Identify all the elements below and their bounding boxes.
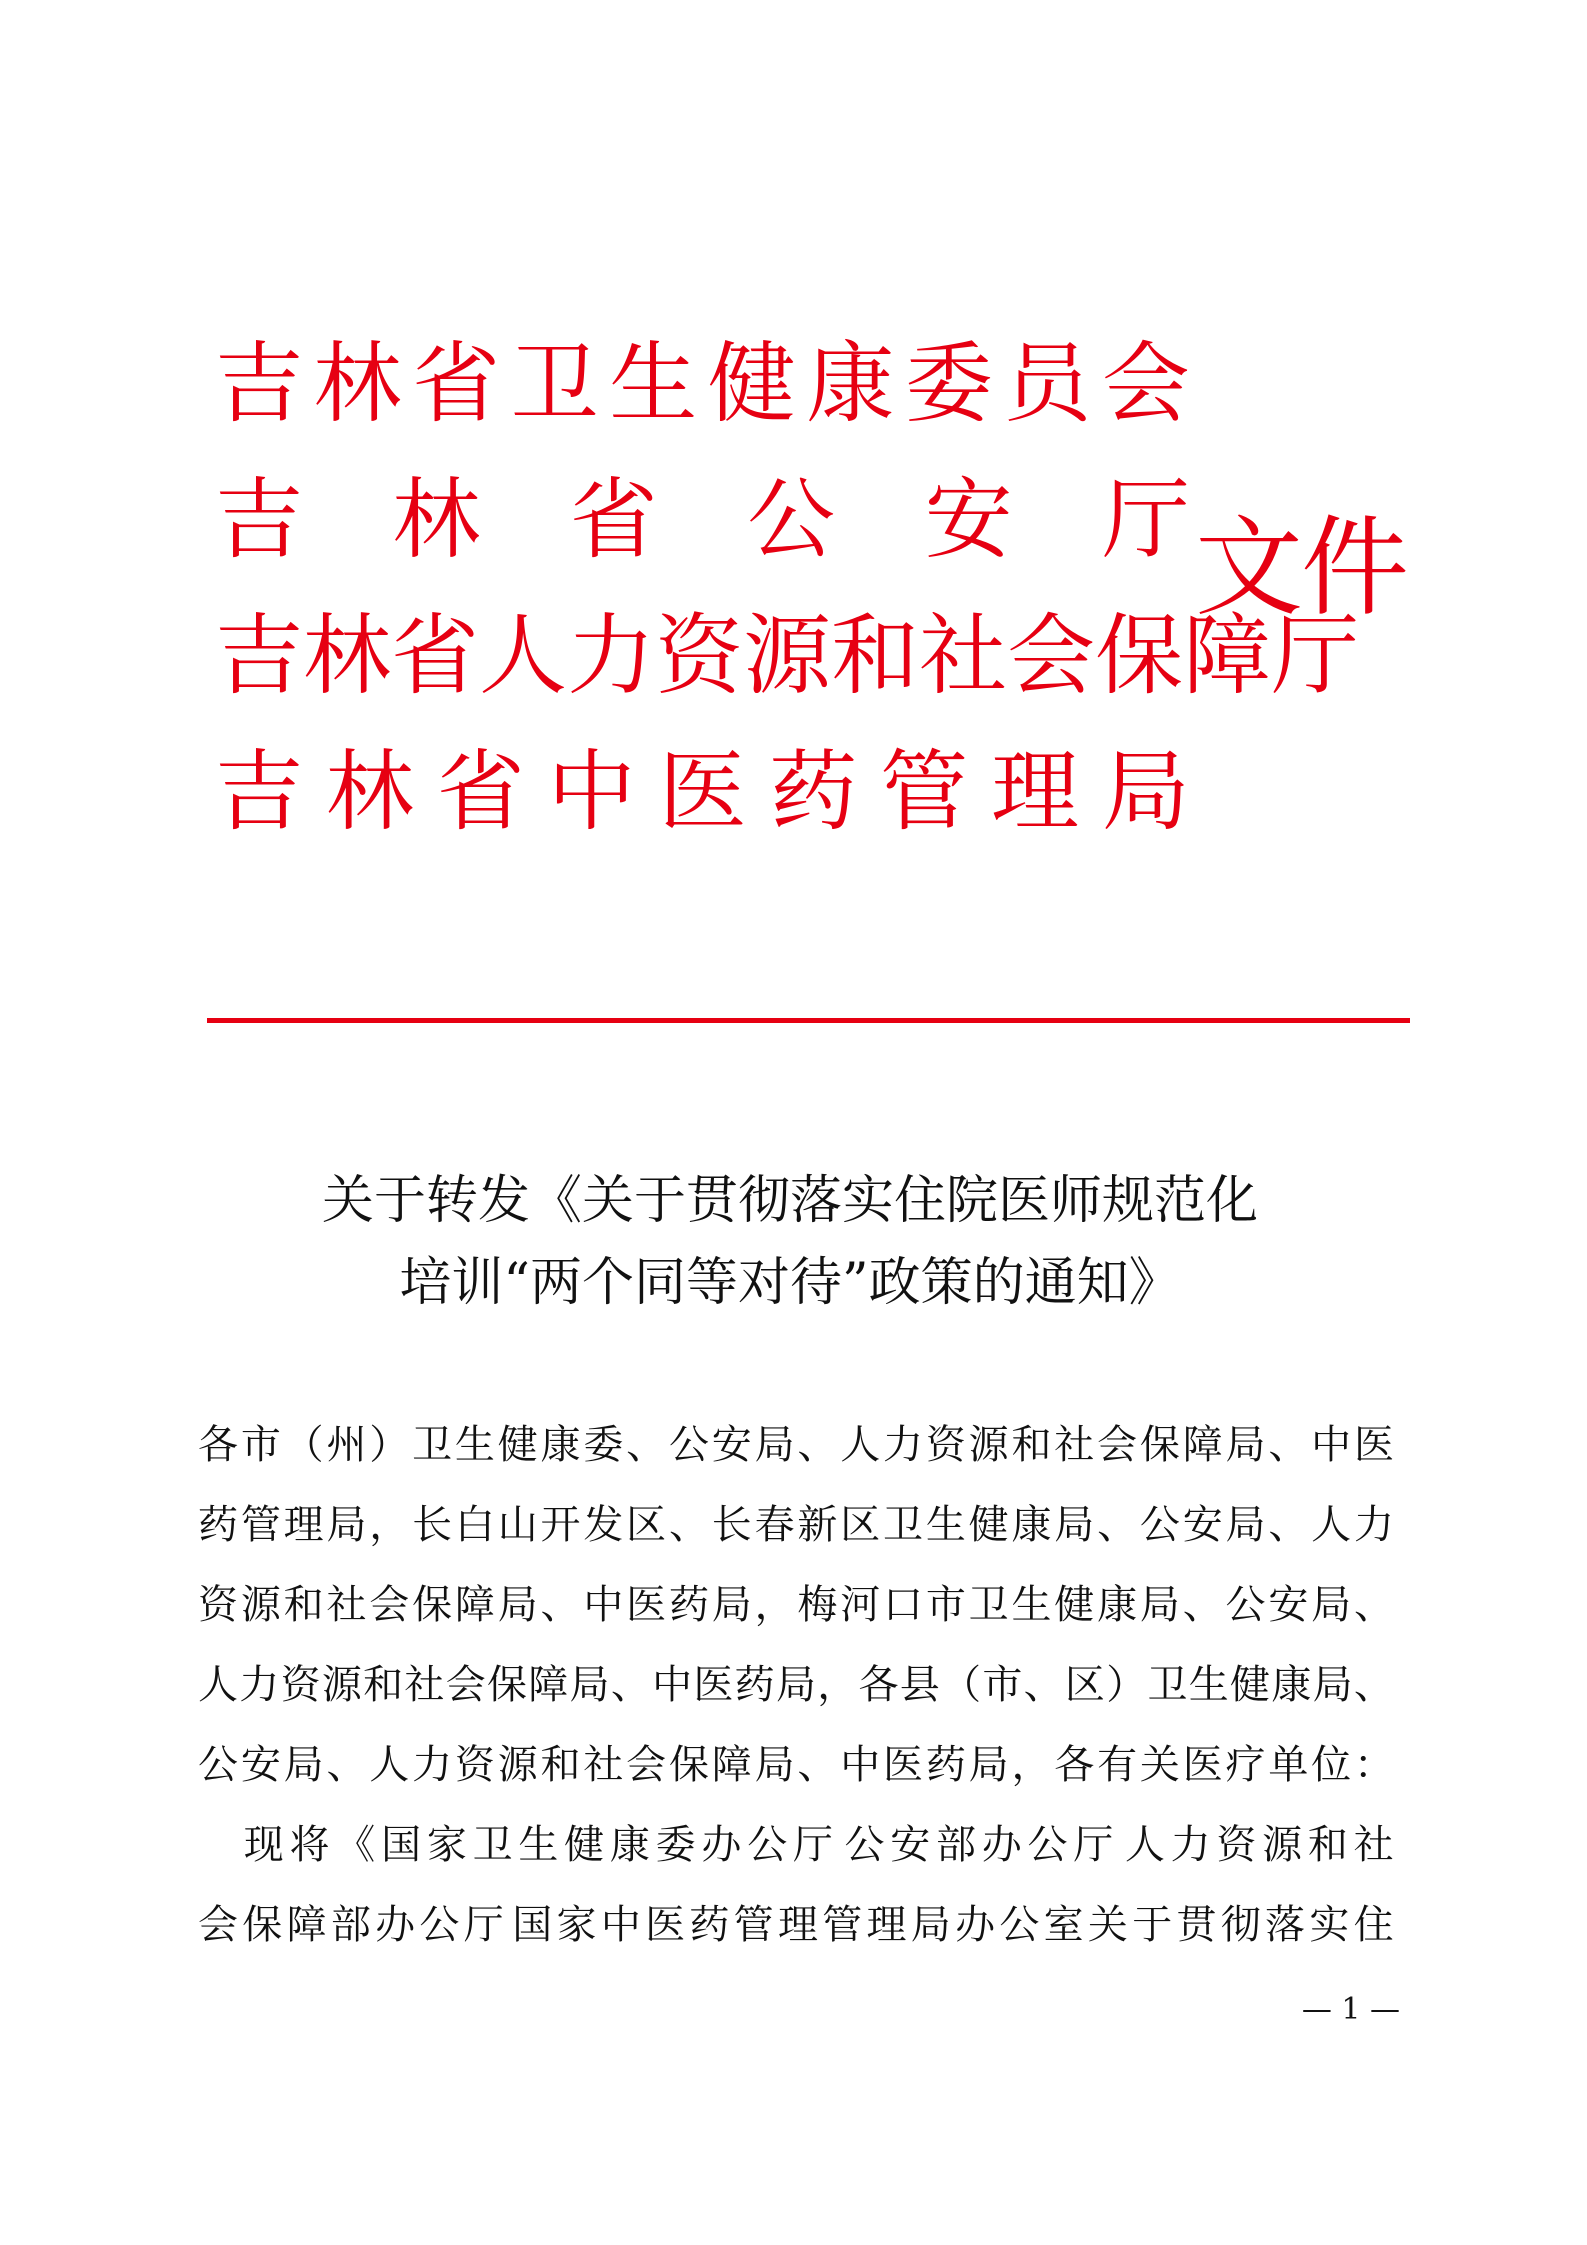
- text-glyph: 局: [1101, 740, 1190, 843]
- text-glyph: 和: [831, 604, 920, 707]
- text-glyph: 新: [797, 1502, 838, 1548]
- text-glyph: 力: [883, 1422, 923, 1468]
- text-glyph: 生: [925, 1502, 966, 1548]
- text-glyph: 力: [567, 604, 656, 707]
- text-glyph: 局: [711, 1582, 752, 1628]
- text-glyph: 家: [426, 1822, 467, 1868]
- document-title: [200, 1160, 1380, 1324]
- text-glyph: 药: [198, 1502, 238, 1548]
- text-glyph: 局: [775, 1662, 816, 1708]
- text-glyph: 、: [626, 1422, 667, 1468]
- text-glyph: 市: [925, 1582, 966, 1628]
- text-glyph: ：: [1353, 1742, 1394, 1788]
- text-glyph: 单: [1268, 1742, 1309, 1788]
- text-glyph: 位: [1311, 1742, 1352, 1788]
- text-glyph: 社: [404, 1662, 445, 1708]
- text-glyph: 人: [198, 1662, 238, 1708]
- text-glyph: 源: [240, 1582, 281, 1628]
- text-glyph: 办: [955, 1902, 996, 1948]
- text-glyph: 员: [1003, 332, 1092, 435]
- text-glyph: 省: [412, 332, 501, 435]
- text-glyph: 山: [497, 1502, 538, 1548]
- text-glyph: 资: [1216, 1822, 1257, 1868]
- text-glyph: 、: [668, 1502, 709, 1548]
- text-glyph: 、: [1097, 1502, 1138, 1548]
- text-glyph: 省: [391, 604, 480, 707]
- text-glyph: 吉: [215, 740, 304, 843]
- issuer-line: [215, 468, 1190, 571]
- text-glyph: 林: [392, 468, 481, 571]
- text-glyph: 委: [904, 332, 993, 435]
- text-glyph: 区: [1064, 1662, 1105, 1708]
- text-glyph: 源: [743, 604, 832, 707]
- text-glyph: 力: [412, 1742, 453, 1788]
- text-glyph: 力: [1353, 1502, 1394, 1548]
- text-glyph: 中: [840, 1742, 881, 1788]
- text-glyph: 、: [1268, 1422, 1309, 1468]
- text-glyph: 现: [243, 1822, 284, 1868]
- text-glyph: 医: [658, 740, 747, 843]
- text-glyph: 障: [1182, 1422, 1223, 1468]
- text-glyph: 理: [991, 740, 1080, 843]
- text-glyph: 社: [1353, 1822, 1394, 1868]
- text-glyph: 有: [1097, 1742, 1138, 1788]
- text-glyph: 委: [583, 1422, 624, 1468]
- text-glyph: 康: [1271, 1662, 1312, 1708]
- body-line: [198, 1645, 1394, 1725]
- text-glyph: 社: [326, 1582, 367, 1628]
- text-glyph: 部: [330, 1902, 371, 1948]
- text-glyph: 、: [540, 1582, 581, 1628]
- text-glyph: 和: [1011, 1422, 1052, 1468]
- text-glyph: 办: [701, 1822, 742, 1868]
- text-glyph: 药: [925, 1742, 966, 1788]
- text-glyph: 保: [412, 1582, 453, 1628]
- text-glyph: 力: [1170, 1822, 1211, 1868]
- text-glyph: 吉: [215, 604, 304, 707]
- text-glyph: 障: [454, 1582, 495, 1628]
- text-glyph: 药: [668, 1582, 709, 1628]
- text-glyph: 康: [1011, 1502, 1052, 1548]
- text-glyph: 管: [733, 1902, 774, 1948]
- text-glyph: ）: [369, 1422, 410, 1468]
- text-glyph: 健: [564, 1822, 605, 1868]
- text-glyph: 卫: [412, 1422, 453, 1468]
- text-glyph: 口: [883, 1582, 923, 1628]
- text-glyph: 社: [1054, 1422, 1095, 1468]
- text-glyph: 各: [1054, 1742, 1095, 1788]
- text-glyph: 会: [198, 1902, 238, 1948]
- text-glyph: 梅: [797, 1582, 838, 1628]
- text-glyph: 卫: [883, 1502, 923, 1548]
- body-line: [198, 1805, 1394, 1885]
- text-glyph: 安: [1268, 1582, 1309, 1628]
- text-glyph: 、: [1182, 1582, 1223, 1628]
- text-glyph: ，: [754, 1582, 795, 1628]
- text-glyph: 局: [569, 1662, 610, 1708]
- text-glyph: 药: [734, 1662, 775, 1708]
- text-glyph: 卫: [510, 332, 599, 435]
- text-glyph: 康: [806, 332, 895, 435]
- text-glyph: 局: [1225, 1502, 1266, 1548]
- text-glyph: 障: [528, 1662, 569, 1708]
- text-glyph: 局: [910, 1902, 951, 1948]
- text-glyph: 局: [326, 1502, 367, 1548]
- text-glyph: 长: [711, 1502, 752, 1548]
- text-glyph: 源: [321, 1662, 362, 1708]
- text-glyph: 理: [866, 1902, 907, 1948]
- issuer-line: [215, 332, 1190, 435]
- text-glyph: 安: [711, 1422, 752, 1468]
- text-glyph: ，: [1011, 1742, 1052, 1788]
- text-glyph: 管: [240, 1502, 281, 1548]
- body-text: [198, 1405, 1394, 1965]
- text-glyph: 生: [518, 1822, 559, 1868]
- text-glyph: 将: [289, 1822, 330, 1868]
- text-glyph: 、: [1353, 1582, 1394, 1628]
- body-line: [198, 1725, 1394, 1805]
- text-glyph: 中: [1311, 1422, 1352, 1468]
- text-glyph: 长: [412, 1502, 453, 1548]
- text-glyph: 医: [626, 1582, 667, 1628]
- text-glyph: 实: [1309, 1902, 1350, 1948]
- text-glyph: 保: [668, 1742, 709, 1788]
- text-glyph: 委: [655, 1822, 696, 1868]
- text-glyph: 社: [583, 1742, 624, 1788]
- text-glyph: 、: [797, 1422, 838, 1468]
- text-glyph: 人: [840, 1422, 881, 1468]
- text-glyph: 公: [198, 1742, 238, 1788]
- text-glyph: 医: [1353, 1422, 1394, 1468]
- text-glyph: 障: [711, 1742, 752, 1788]
- text-glyph: 彻: [1220, 1902, 1261, 1948]
- text-glyph: 和: [283, 1582, 324, 1628]
- text-glyph: 局: [968, 1742, 1009, 1788]
- text-glyph: 源: [1262, 1822, 1303, 1868]
- text-glyph: 公: [1225, 1582, 1266, 1628]
- text-glyph: 于: [1132, 1902, 1173, 1948]
- title-line-1: 关于转发《关于贯彻落实住院医师规范化: [321, 1171, 1258, 1231]
- text-glyph: 资: [925, 1422, 966, 1468]
- text-glyph: 公: [1139, 1502, 1180, 1548]
- text-glyph: 卫: [472, 1822, 513, 1868]
- text-glyph: 人: [1311, 1502, 1352, 1548]
- text-glyph: 和: [363, 1662, 404, 1708]
- red-separator-line: [207, 1018, 1410, 1023]
- text-glyph: 安: [1182, 1502, 1223, 1548]
- text-glyph: 中: [583, 1582, 624, 1628]
- page-number: — 1 —: [1301, 1992, 1400, 2027]
- text-glyph: 保: [242, 1902, 283, 1948]
- text-glyph: 和: [1307, 1822, 1348, 1868]
- text-glyph: 各: [198, 1422, 238, 1468]
- document-type-suffix: 文件: [1195, 506, 1408, 631]
- text-glyph: 室: [1043, 1902, 1084, 1948]
- text-glyph: 局: [1312, 1662, 1353, 1708]
- text-glyph: 人: [369, 1742, 410, 1788]
- body-line: [198, 1405, 1394, 1485]
- text-glyph: 医: [693, 1662, 734, 1708]
- text-glyph: 河: [840, 1582, 881, 1628]
- text-glyph: 局: [283, 1742, 324, 1788]
- text-glyph: 人: [1124, 1822, 1165, 1868]
- text-glyph: 吉: [215, 332, 304, 435]
- text-glyph: 康: [1097, 1582, 1138, 1628]
- text-glyph: 管: [822, 1902, 863, 1948]
- text-glyph: 关: [1087, 1902, 1128, 1948]
- text-glyph: 县: [899, 1662, 940, 1708]
- text-glyph: 局: [1311, 1582, 1352, 1628]
- text-glyph: 理: [777, 1902, 818, 1948]
- text-glyph: 、: [1023, 1662, 1064, 1708]
- text-glyph: 公: [419, 1902, 460, 1948]
- text-glyph: 疗: [1225, 1742, 1266, 1788]
- text-glyph: 社: [919, 604, 1008, 707]
- text-glyph: 会: [626, 1742, 667, 1788]
- text-glyph: 春: [754, 1502, 795, 1548]
- text-glyph: 公: [999, 1902, 1040, 1948]
- text-glyph: 厅: [792, 1822, 833, 1868]
- text-glyph: 区: [840, 1502, 881, 1548]
- text-glyph: ，: [369, 1502, 410, 1548]
- text-glyph: 卫: [968, 1582, 1009, 1628]
- text-glyph: 保: [1139, 1422, 1180, 1468]
- text-glyph: 家: [556, 1902, 597, 1948]
- text-glyph: 力: [239, 1662, 280, 1708]
- text-glyph: 安: [240, 1742, 281, 1788]
- text-glyph: 厅: [463, 1902, 504, 1948]
- text-glyph: 资: [280, 1662, 321, 1708]
- text-glyph: 安: [924, 468, 1013, 571]
- text-glyph: 会: [1101, 332, 1190, 435]
- text-glyph: 会: [445, 1662, 486, 1708]
- text-glyph: 和: [540, 1742, 581, 1788]
- text-glyph: 市: [240, 1422, 281, 1468]
- text-glyph: 资: [454, 1742, 495, 1788]
- text-glyph: 各: [858, 1662, 899, 1708]
- text-glyph: 局: [754, 1422, 795, 1468]
- text-glyph: 办: [981, 1822, 1022, 1868]
- text-glyph: 医: [645, 1902, 686, 1948]
- text-glyph: 办: [375, 1902, 416, 1948]
- text-glyph: 生: [1011, 1582, 1052, 1628]
- text-glyph: 会: [1007, 604, 1096, 707]
- text-glyph: 落: [1265, 1902, 1306, 1948]
- text-glyph: 康: [609, 1822, 650, 1868]
- text-glyph: 保: [486, 1662, 527, 1708]
- text-glyph: 局: [497, 1582, 538, 1628]
- text-glyph: 市: [982, 1662, 1023, 1708]
- text-glyph: 卫: [1147, 1662, 1188, 1708]
- text-glyph: 开: [540, 1502, 581, 1548]
- title-line-2: 培训“两个同等对待”政策的通知》: [399, 1253, 1181, 1313]
- body-line: [198, 1885, 1394, 1965]
- text-glyph: 贯: [1176, 1902, 1217, 1948]
- text-glyph: 医: [1182, 1742, 1223, 1788]
- text-glyph: 药: [769, 740, 858, 843]
- text-glyph: 健: [1230, 1662, 1271, 1708]
- body-line: [198, 1485, 1394, 1565]
- text-glyph: 省: [436, 740, 525, 843]
- text-glyph: 、: [1268, 1502, 1309, 1548]
- text-glyph: 公: [1027, 1822, 1068, 1868]
- text-glyph: 康: [540, 1422, 581, 1468]
- issuer-line: [215, 740, 1190, 843]
- text-glyph: 林: [313, 332, 402, 435]
- text-glyph: 药: [689, 1902, 730, 1948]
- text-glyph: 白: [454, 1502, 495, 1548]
- text-glyph: 中: [547, 740, 636, 843]
- text-glyph: 局: [1225, 1422, 1266, 1468]
- text-glyph: （: [283, 1422, 324, 1468]
- text-glyph: [198, 1805, 238, 1885]
- text-glyph: 资: [655, 604, 744, 707]
- text-glyph: 人: [479, 604, 568, 707]
- text-glyph: ）: [1106, 1662, 1147, 1708]
- text-glyph: 安: [890, 1822, 931, 1868]
- text-glyph: 健: [497, 1422, 538, 1468]
- text-glyph: 生: [609, 332, 698, 435]
- text-glyph: （: [941, 1662, 982, 1708]
- text-glyph: 会: [369, 1582, 410, 1628]
- text-glyph: 理: [283, 1502, 324, 1548]
- text-glyph: 区: [626, 1502, 667, 1548]
- text-glyph: 国: [512, 1902, 553, 1948]
- text-glyph: 发: [583, 1502, 624, 1548]
- text-glyph: 健: [968, 1502, 1009, 1548]
- text-glyph: 医: [883, 1742, 923, 1788]
- text-glyph: 生: [454, 1422, 495, 1468]
- text-glyph: 、: [610, 1662, 651, 1708]
- text-glyph: 厅: [1271, 604, 1360, 707]
- text-glyph: 省: [569, 468, 658, 571]
- text-glyph: 局: [754, 1742, 795, 1788]
- text-glyph: 公: [844, 1822, 885, 1868]
- text-glyph: 资: [198, 1582, 238, 1628]
- text-glyph: 厅: [1073, 1822, 1114, 1868]
- text-glyph: 生: [1188, 1662, 1229, 1708]
- text-glyph: 健: [1054, 1582, 1095, 1628]
- text-glyph: 、: [797, 1742, 838, 1788]
- text-glyph: 住: [1353, 1902, 1394, 1948]
- text-glyph: 关: [1139, 1742, 1180, 1788]
- issuer-line: [215, 604, 1360, 707]
- text-glyph: 部: [936, 1822, 977, 1868]
- text-glyph: 障: [1183, 604, 1272, 707]
- text-glyph: ，: [817, 1662, 858, 1708]
- text-glyph: 中: [600, 1902, 641, 1948]
- text-glyph: 州: [326, 1422, 367, 1468]
- text-glyph: 《: [335, 1822, 376, 1868]
- text-glyph: 厅: [1101, 468, 1190, 571]
- text-glyph: 管: [880, 740, 969, 843]
- text-glyph: 中: [652, 1662, 693, 1708]
- text-glyph: 健: [707, 332, 796, 435]
- text-glyph: 公: [747, 468, 836, 571]
- text-glyph: 吉: [215, 468, 304, 571]
- text-glyph: 、: [1353, 1662, 1394, 1708]
- text-glyph: 局: [1054, 1502, 1095, 1548]
- text-glyph: 保: [1095, 604, 1184, 707]
- text-glyph: 会: [1097, 1422, 1138, 1468]
- text-glyph: 公: [747, 1822, 788, 1868]
- text-glyph: 障: [286, 1902, 327, 1948]
- text-glyph: 公: [668, 1422, 709, 1468]
- text-glyph: 、: [326, 1742, 367, 1788]
- text-glyph: 局: [1139, 1582, 1180, 1628]
- text-glyph: 源: [968, 1422, 1009, 1468]
- text-glyph: 林: [325, 740, 414, 843]
- text-glyph: 源: [497, 1742, 538, 1788]
- body-line: [198, 1565, 1394, 1645]
- text-glyph: 国: [381, 1822, 422, 1868]
- text-glyph: 林: [303, 604, 392, 707]
